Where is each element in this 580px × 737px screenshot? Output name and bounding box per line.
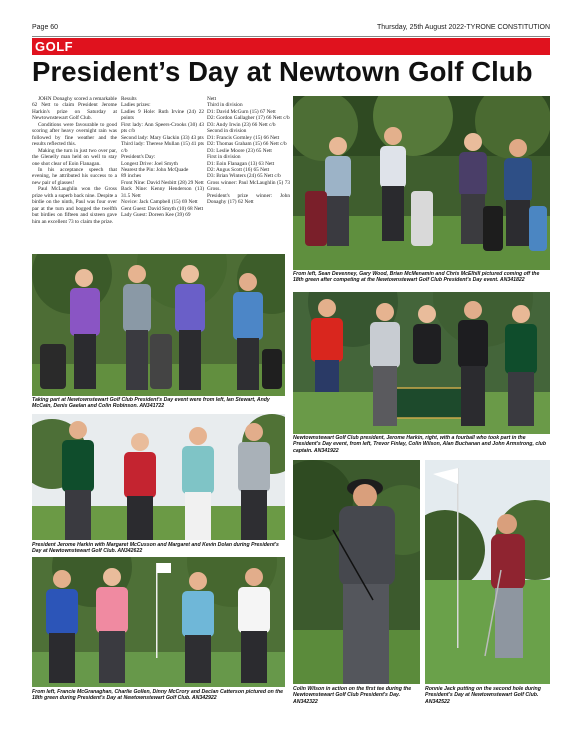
club-sign: [393, 388, 463, 418]
result-line: Ladies 9 Hole: Ruth Irvine (24) 22 points: [121, 108, 204, 122]
result-line: D2: Angus Scott (16) 65 Nett: [207, 166, 270, 173]
photo-ronnie-jack-putting: [425, 460, 550, 684]
photo-golfers-18th-green: [293, 96, 550, 270]
caption-photo-6: Colin Wilson in action on the first tee during the Newtownstewart Golf Club President's Day. AN342322: [293, 686, 412, 705]
caption-photo-1: From left, Sean Devenney, Gary Wood, Brian McMenamin and Chris McElhill pictured coming off the 18th green after competing at the Newtownstewart Golf Club President's Day event. AN341822: [293, 271, 540, 284]
result-line: 89 inches: [121, 173, 142, 180]
caption-photo-5: From left, Francie McGranaghan, Charlie Gollen, Dinny McCrory and Declan Catterson pictured on the 18th green during President's Day at Newtownstewart Golf Club. AN342922: [32, 689, 284, 702]
result-line: Results: [121, 96, 137, 102]
result-line: D3: Andy Irwin (23) 66 Nett c/b: [207, 121, 276, 128]
photo-colin-wilson-tee: [293, 460, 420, 684]
photo-golfers-event: [32, 254, 285, 396]
result-line: D3: Leslie Moore (23) 65 Nett: [207, 147, 272, 154]
article-paragraph: Paul McLaughlin won the Gross prize with a superb back nine. Despite a birdie on the ninth, Paul was four over par at the turn and bogged the twelfth but birdies on fifteen and sixteen gave him an excellent 73 to claim the prize.: [32, 186, 117, 225]
result-line: Front Nine: David Nesbitt (28) 29 Nett: [121, 179, 204, 186]
result-line: D3: Brian Winters (24) 65 Nett c/b: [207, 173, 281, 180]
article-column-1: [32, 96, 117, 225]
article-column-3: [207, 96, 290, 206]
edition-line: Thursday, 25th August 2022-TYRONE CONSTITUTION: [377, 24, 550, 31]
result-line: D2: Gordon Gallagher (17) 66 Nett c/b: [207, 115, 290, 122]
result-line: Longest Drive: Joel Smyth: [121, 160, 178, 167]
photo-president-fourball: [293, 292, 550, 434]
result-line: President's Day:: [121, 154, 156, 161]
result-line: D1: David McGurn (15) 67 Nett: [207, 108, 276, 115]
result-line: Second in division: [207, 128, 247, 135]
result-line: Gent Guest: David Smyth (10) 68 Nett: [121, 205, 204, 212]
article-paragraph: In his acceptance speech that evening, he attributed his success to a new pair of glasses!: [32, 166, 117, 186]
result-line: D1: Eoin Flanagan (13) 63 Nett: [207, 160, 275, 167]
caption-photo-3: Newtownstewart Golf Club president, Jerome Harkin, right, with a fourball who took part in the President's Day event, from left, Trevor Finlay, Colin Wilson, Alan Buchanan and John Armstrong, club captain. AN341922: [293, 435, 547, 454]
article-column-2: [121, 96, 204, 219]
result-line: Nett: [207, 96, 217, 102]
result-line: First lady: Ann Speers-Crooks (30) 43 pts c/b: [121, 121, 204, 135]
section-bar: [32, 38, 550, 55]
result-line: Third in division: [207, 102, 243, 109]
caption-photo-4: President Jerome Harkin with Margaret McCusson and Margaret and Kevin Dolan during President's Day at Newtownstewart Golf Club. AN342622: [32, 542, 279, 555]
result-line: D2: Thomas Graham (15) 66 Nett c/b: [207, 141, 287, 148]
page-number: Page 60: [32, 24, 59, 31]
result-line: Second lady: Mary Glackin (33) 43 pts: [121, 134, 204, 141]
result-line: Third lady: Therese Mullan (15) 41 pts c/b: [121, 141, 204, 154]
result-line: President's prize winner: John Donaghy (17) 62 Nett: [207, 192, 290, 206]
result-line: Back Nine: Kenny Henderson (13) 31.5 Nett: [121, 186, 204, 199]
result-line: Novice: Jack Campbell (15) 69 Nett: [121, 199, 198, 206]
headline: President’s Day at Newtown Golf Club: [32, 56, 533, 87]
result-line: D1: Francis Gormley (15) 66 Nett: [207, 134, 280, 141]
page-header: [32, 22, 550, 37]
photo-golfers-18th-green-2: [32, 557, 285, 687]
result-line: Lady Guest: Doreen Kee (39) 69: [121, 212, 191, 219]
article-paragraph: JOHN Donaghy scored a remarkable 62 Nett to claim President Jerome Harkin's prize on Saturday at Newtownstewart Golf Club.: [32, 96, 117, 122]
article-paragraph: Conditions were favourable to good scoring after heavy overnight rain was followed by fine weather and the results reflected this.: [32, 121, 117, 148]
photo-president-guests: [32, 414, 285, 540]
article-paragraph: Making the turn in just two over par, the Glenelly man held on well to stay one shot clear of Eoin Flanagan.: [32, 147, 117, 167]
caption-photo-2: Taking part at Newtownstewart Golf Club President's Day event were from left, Ian Stewart, Andy McCain, Denis Gaelan and Colin Robinson. AN341722: [32, 397, 270, 410]
result-line: First in division: [207, 154, 241, 161]
result-line: Nearest the Pin: John McQuade: [121, 166, 189, 173]
caption-photo-7: Ronnie Jack putting on the second hole during President's Day at Newtownstewart Golf Club. AN342522: [425, 686, 541, 705]
result-line: Gross winner: Paul McLaughlin (5) 73 Gross.: [207, 179, 290, 193]
section-label: GOLF: [35, 39, 74, 54]
result-line: Ladies prizes:: [121, 102, 151, 109]
